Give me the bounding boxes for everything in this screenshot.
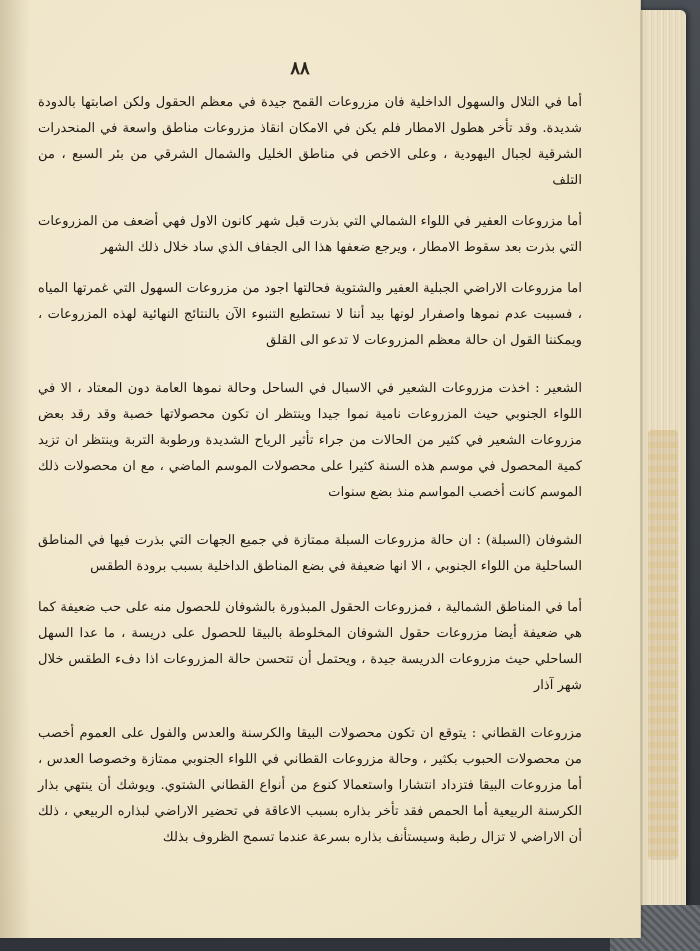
paragraph-pulses: مزروعات القطاني : يتوقع ان تكون محصولات البيقا والكرسنة والعدس والفول على العموم أخصب من محصولات الحبوب بكثير ، وحالة مزروعات القطاني في اللواء الجنوبي ممتازة وخصوصا العدس ، أما مزروعات البيقا فتزداد انتشارا واستعمالا كنوع من أنواع القطاني الشتوي. ويوشك أن ينتهي بذار الكرسنة الربيعية أما الحمص فقد تأخر بذاره بسبب الاعاقة في تحضير الاراضي لبذاره الربيعي ، ذلك أن الاراضي لا تزال رطبة وسيستأنف بذاره بسرعة عندما تسمح الظروف بذلك — [38, 726, 582, 845]
paragraph-afir-north: أما مزروعات العفير في اللواء الشمالي التي بذرت قبل شهر كانون الاول فهي أضعف من المزروعات التي بذرت بعد سقوط الامطار ، ويرجع ضعفها هذا الى الجفاف الذي ساد خلال ذلك الشهر — [38, 214, 582, 255]
paragraph-barley: الشعير : اخذت مزروعات الشعير في الاسبال في الساحل وحالة نموها العامة دون المعتاد ، الا في اللواء الجنوبي حيث المزروعات نامية نموا جيدا وينتظر ان تكون محصولاتها خصبة وقد رقد بعض مزروعات الشعير في كثير من الحالات من جراء تأثير الرياح الشديدة ورطوبة التربة وينتظر ان تزيد كمية المحصول في موسم هذه السنة كثيرا على محصولات الموسم الماضي ، مع ان محصولات ذلك الموسم كانت أخصب المواسم منذ بضع سنوات — [38, 381, 582, 500]
paragraph-mountain-lands: اما مزروعات الاراضي الجبلية العفير والشتوية فحالتها اجود من مزروعات السهول التي غمرتها المياه ، فسببت عدم نموها واصفرار لونها بيد أننا لا نستطيع التنبوء الآن بالنتائج النهائية لهذه المزروعات ، ويمكننا القول ان حالة معظم المزروعات لا تدعو الى القلق — [38, 281, 582, 348]
page-body — [38, 90, 582, 866]
paragraph-oats: الشوفان (السبلة) : ان حالة مزروعات السبلة ممتازة في جميع الجهات التي بذرت فيها في المناطق الساحلية من اللواء الجنوبي ، الا انها ضعيفة في بضع المناطق الداخلية بسبب برودة الطقس — [38, 533, 582, 574]
paragraph-wheat-hills: أما في التلال والسهول الداخلية فان مزروعات القمح جيدة في معظم الحقول ولكن اصابتها بالدودة شديدة. وقد تأخر هطول الامطار فلم يكن في الامكان انقاذ مزروعات مناطق واسعة في المنحدرات الشرقية لجبال اليهودية ، وعلى الاخص في مناطق الخليل والشمال الشرقي من بئر السبع ، من التلف — [38, 95, 582, 188]
page-number: ٨٨ — [290, 58, 310, 79]
gutter-shadow — [0, 0, 30, 938]
paragraph-northern-oats: أما في المناطق الشمالية ، فمزروعات الحقول المبذورة بالشوفان للحصول منه على حب ضعيفة كما هي ضعيفة أيضا مزروعات حقول الشوفان المخلوطة بالبيقا للحصول على دريسة ، ما عدا السهل الساحلي حيث مزروعات الدريسة جيدة ، ويحتمل أن تتحسن حالة المزروعات اذا دفء الطقس خلال شهر آذار — [38, 600, 582, 693]
